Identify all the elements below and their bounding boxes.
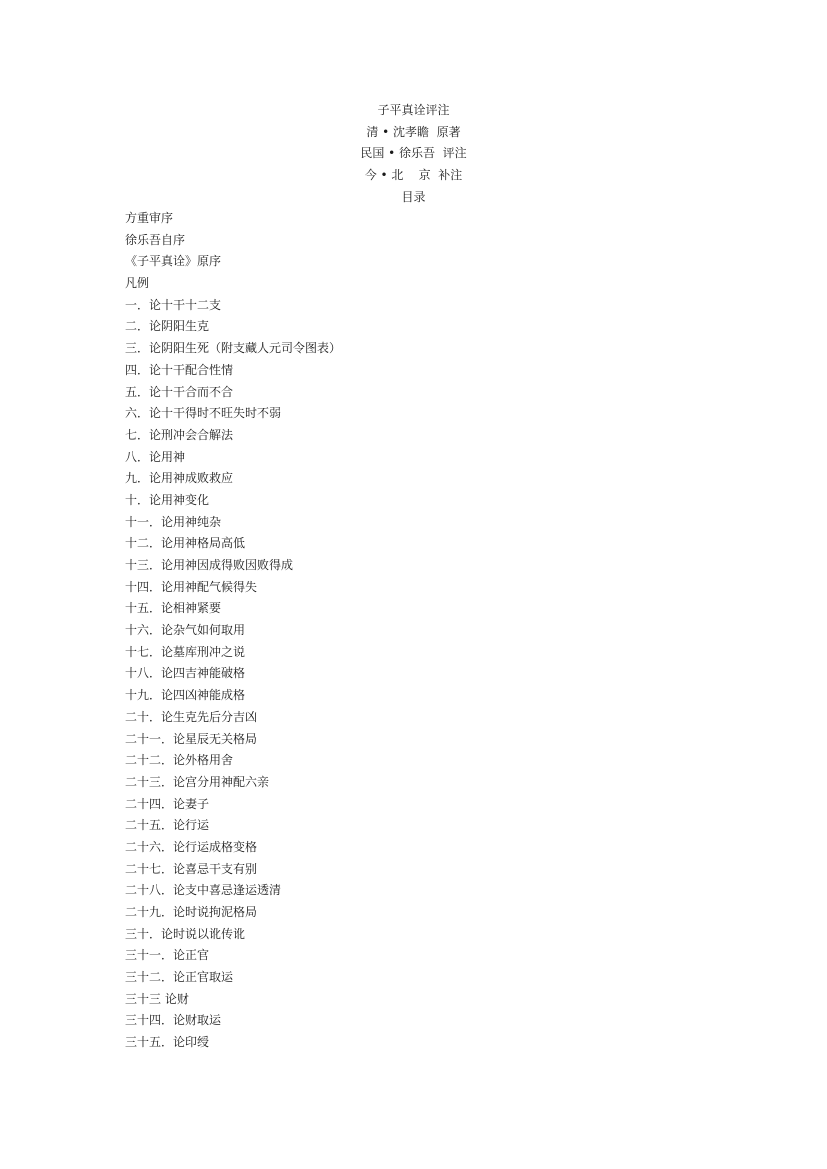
toc-entry[interactable]: 三十．论时说以讹传讹 [125, 926, 246, 941]
toc-entry[interactable]: 二十八．论支中喜忌逢运透清 [125, 883, 282, 898]
toc-entry[interactable]: 十八．论四吉神能破格 [125, 666, 246, 681]
toc-entry[interactable]: 二十一．论星辰无关格局 [125, 731, 258, 746]
toc-entry[interactable]: 八．论用神 [125, 449, 186, 464]
toc-entry[interactable]: 二十二．论外格用舍 [125, 753, 234, 768]
toc-entry[interactable]: 十三．论用神因成得败因败得成 [125, 558, 294, 572]
toc-entry[interactable]: 二．论阴阳生克 [125, 319, 210, 334]
toc-entry[interactable]: 二十．论生克先后分吉凶 [125, 709, 258, 724]
toc-entry[interactable]: 二十三．论宫分用神配六亲 [125, 774, 270, 789]
toc-entry[interactable]: 三十五．论印绶 [125, 1035, 210, 1050]
original-author-line: 清 • 沈孝瞻 原著 [366, 124, 461, 139]
book-title: 子平真诠评注 [377, 103, 450, 117]
toc-entry[interactable]: 九．论用神成败救应 [125, 471, 234, 486]
toc-entry[interactable]: 二十五．论行运 [125, 818, 210, 833]
toc-entry[interactable]: 二十四．论妻子 [125, 796, 210, 811]
toc-entry[interactable]: 二十六．论行运成格变格 [125, 839, 258, 854]
toc-entry[interactable]: 三十三 论财 [125, 991, 189, 1006]
toc-entry[interactable]: 四．论十干配合性情 [125, 362, 234, 377]
commentator-line: 民国 • 徐乐吾 评注 [360, 146, 467, 161]
table-of-contents [125, 208, 725, 1054]
toc-entry[interactable]: 十六．论杂气如何取用 [125, 623, 246, 638]
toc-entry[interactable]: 三十一．论正官 [125, 948, 210, 963]
toc-entry[interactable]: 七．论刑冲会合解法 [125, 427, 234, 442]
toc-entry[interactable]: 凡例 [125, 276, 150, 291]
toc-entry[interactable]: 十．论用神变化 [125, 492, 210, 507]
toc-heading: 目录 [401, 189, 426, 204]
toc-entry[interactable]: 三．论阴阳生死（附支藏人元司令图表） [125, 341, 342, 356]
annotator-line: 今 • 北 京 补注 [364, 168, 463, 183]
toc-entry[interactable]: 六．论十干得时不旺失时不弱 [125, 406, 282, 421]
toc-entry[interactable]: 十四．论用神配气候得失 [125, 579, 258, 594]
toc-entry[interactable]: 方重审序 [125, 211, 174, 225]
toc-entry[interactable]: 十九．论四凶神能成格 [125, 688, 246, 703]
toc-entry[interactable]: 三十四．论财取运 [125, 1013, 222, 1028]
toc-entry[interactable]: 十一．论用神纯杂 [125, 514, 222, 529]
toc-entry[interactable]: 十七．论墓库刑冲之说 [125, 644, 246, 659]
toc-entry[interactable]: 十二．论用神格局高低 [125, 536, 246, 551]
toc-entry[interactable]: 十五．论相神紧要 [125, 601, 222, 616]
document-header [0, 100, 827, 208]
toc-entry[interactable]: 五．论十干合而不合 [125, 384, 234, 399]
toc-entry[interactable]: 二十九．论时说拘泥格局 [125, 905, 258, 919]
toc-entry[interactable]: 徐乐吾自序 [125, 232, 186, 247]
toc-entry[interactable]: 三十二．论正官取运 [125, 970, 234, 985]
toc-entry[interactable]: 二十七．论喜忌干支有别 [125, 861, 258, 876]
toc-entry[interactable]: 《子平真诠》原序 [125, 254, 222, 269]
toc-entry[interactable]: 一．论十干十二支 [125, 297, 222, 312]
